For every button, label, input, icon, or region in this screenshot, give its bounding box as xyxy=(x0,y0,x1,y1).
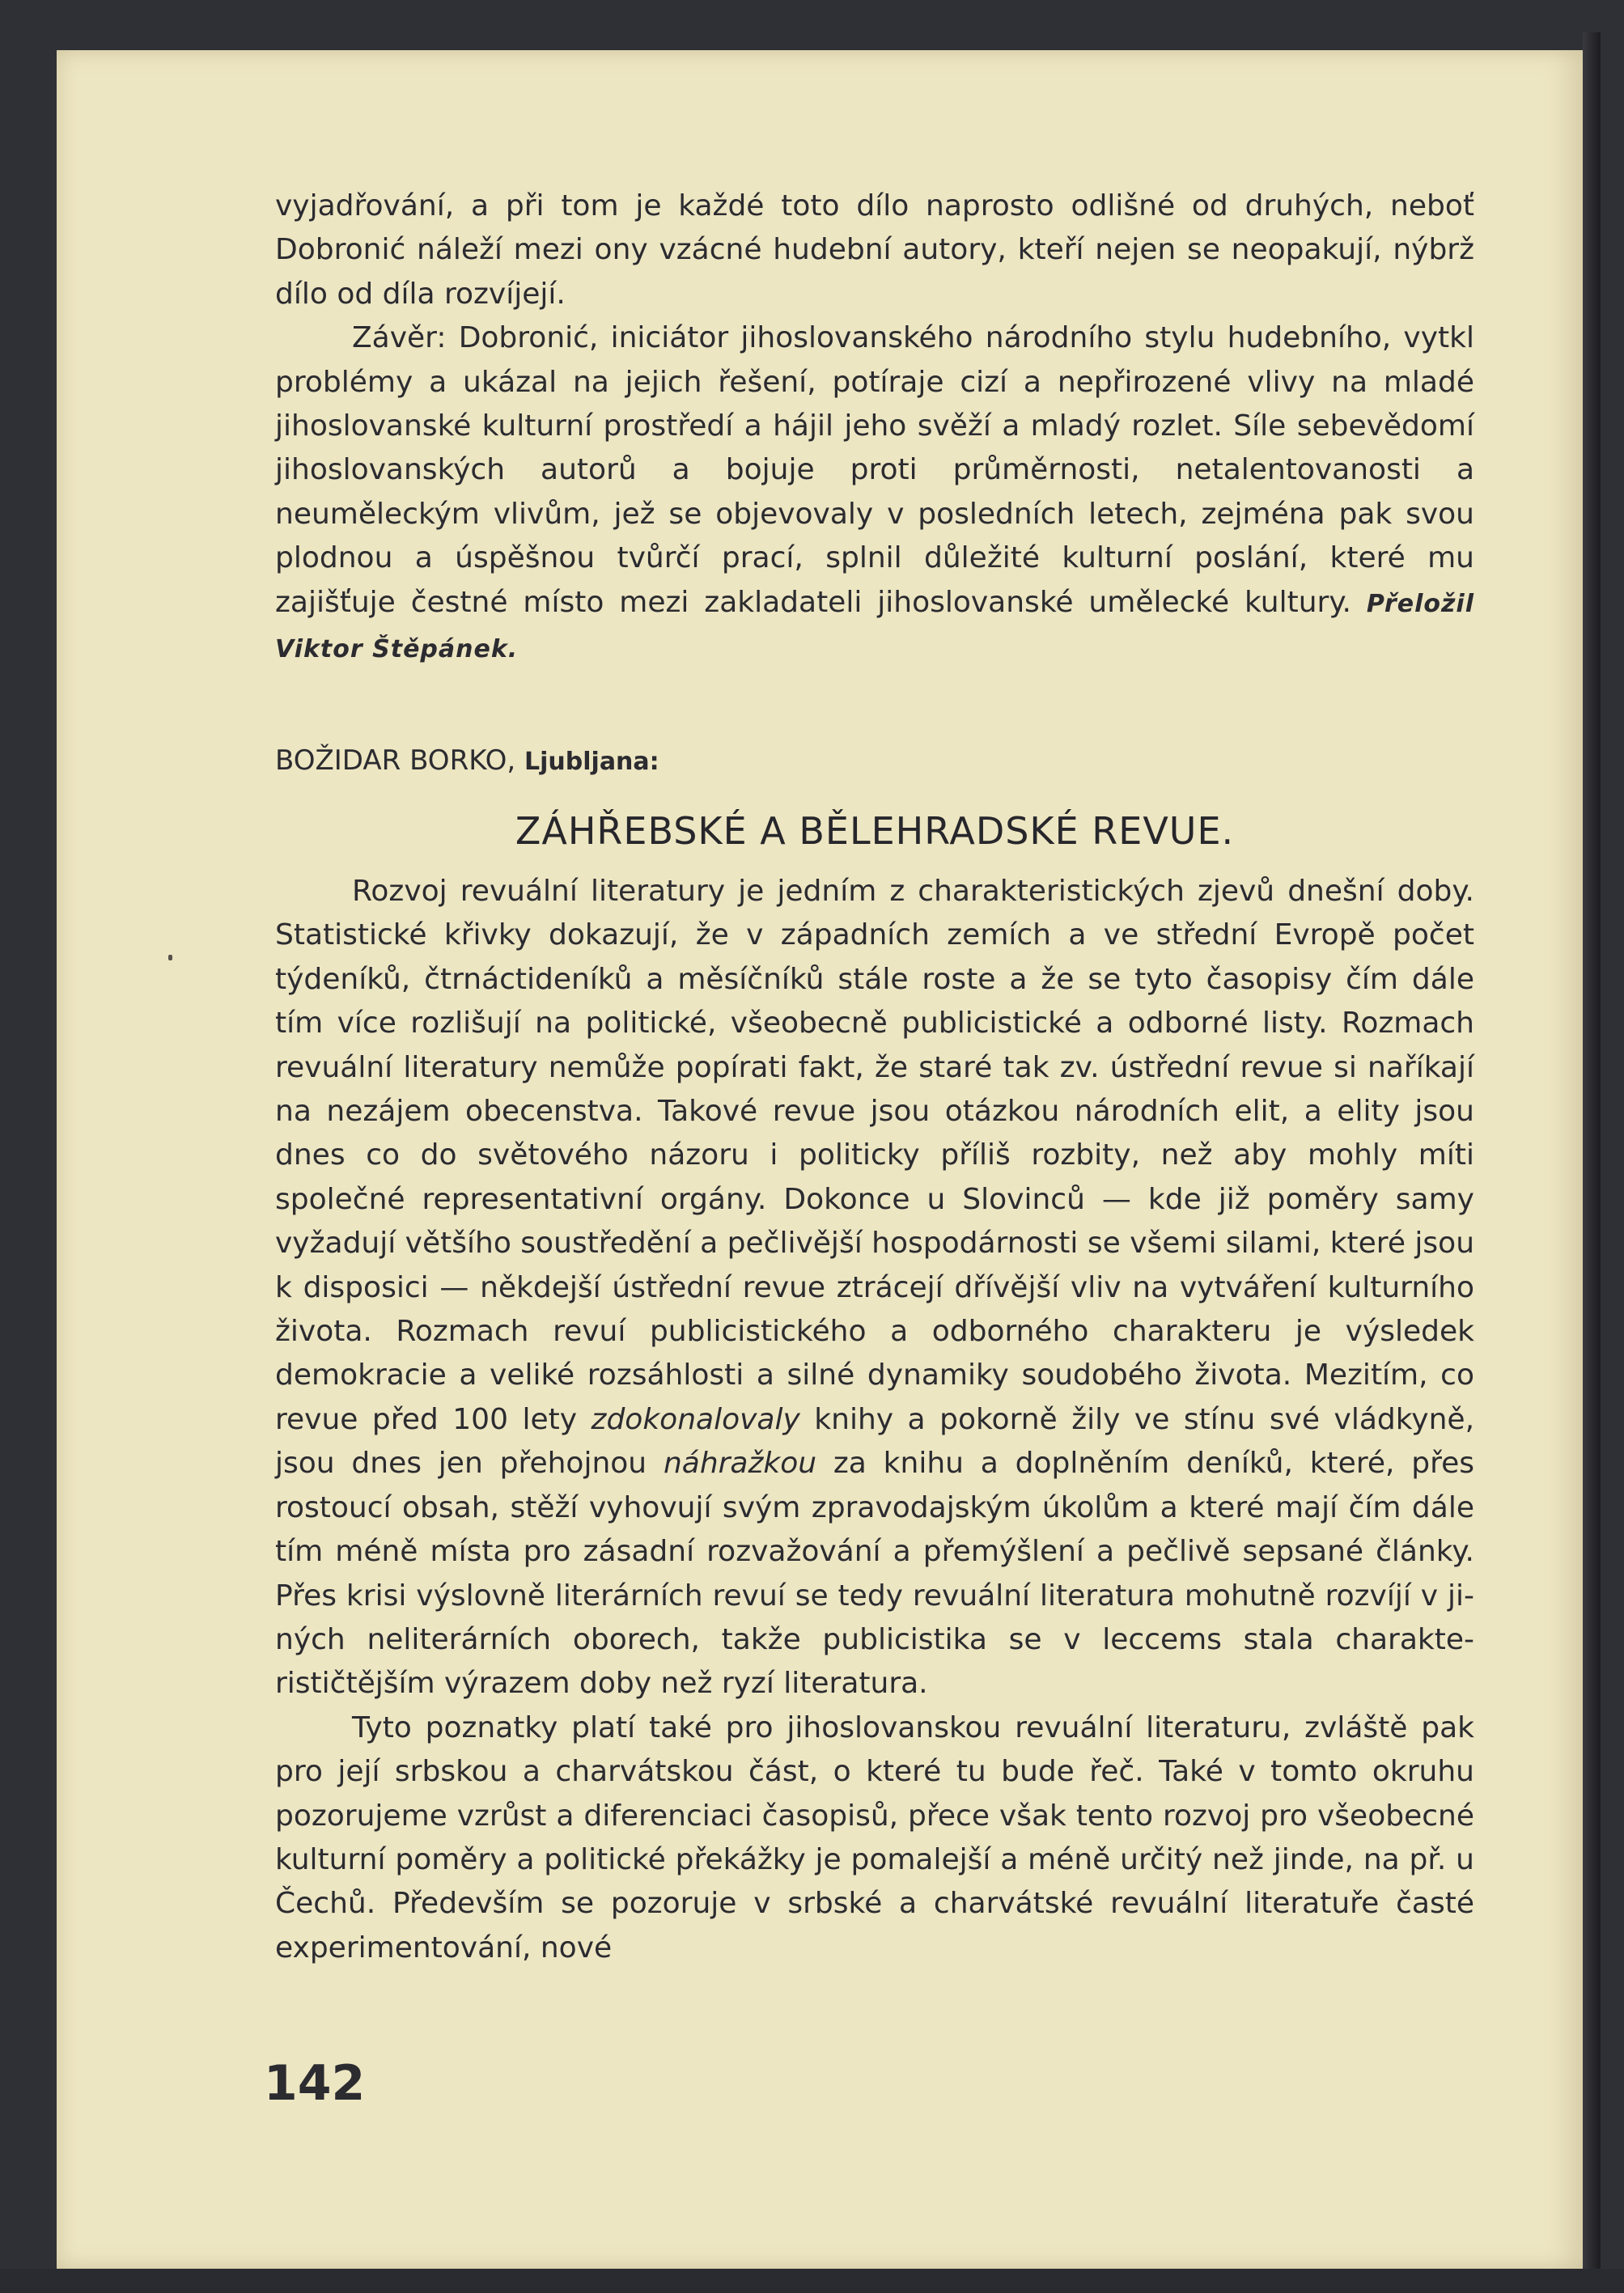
article-body xyxy=(275,870,1474,1970)
italic-emphasis: náhražkou xyxy=(663,1447,817,1481)
author-name: BOŽIDAR BORKO, xyxy=(275,744,516,777)
paragraph-text: knihy a pokorně žily ve stínu své vládkyně, jsou dnes jen přehojnou xyxy=(275,1402,1475,1481)
scan-bottom-strip xyxy=(0,2269,1624,2293)
translator-credit: Přeložil Viktor Štěpánek. xyxy=(275,589,1474,664)
conclusion-text: Závěr: Dobronić, iniciátor jihoslovanského národního stylu hudebního, vytkl problémy a ukázal na jejich řešení, potíraje cizí a nepřirozené vlivy na mladé jihoslovanské kulturní prostředí a hájil jeho svěží a mladý rozlet. Síle sebevědomí jihoslovanských autorů a bojuje proti průměrnosti, netalentovanosti a neuměleckým vlivům, jež se objevovaly v posledních letech, zejména pak svou plodnou a úspěšnou tvůrčí prací, splnil důležité kulturní poslání, které mu zajišťuje čestné místo mezi zakladateli jihoslovanské umělecké kultury. xyxy=(275,321,1474,619)
page-number: 142 xyxy=(264,2055,366,2112)
paragraph-text: Rozvoj revuální literatury je jedním z charakteristických zjevů dnešní doby. Statistické křivky dokazují, že v západních zemích a ve střední Evropě počet týdeníků, čtrnáctideníků a měsíčníků stále roste a že se tyto časopisy čím dále tím více rozlišují na politické, všeobecně publicistické a odborné listy. Rozmach revuální literatury nemůže popírati fakt, že staré tak zv. ústřední revue si naříkají na nezájem obecenstva. Takové revue jsou otázkou národních elit, a elity jsou dnes co do světového názoru i politicky příliš rozbity, než aby mohly míti společné representativní orgány. Dokonce u Slovinců — kde již poměry samy vyžadují většího soustředění a pečlivější hospodárnosti se všemi silami, které jsou k disposici — někdejší ústřední revue ztrácejí dřívější vliv na vytváření kulturního života. Rozmach revuí publicistického a odborného charakteru je výsledek demokracie a veliké rozsáhlosti a silné dynamiky soudobého života. Mezitím, co revue před 100 lety xyxy=(275,875,1475,1436)
previous-article-text xyxy=(275,184,1474,672)
author-city: Ljubljana: xyxy=(524,748,659,776)
paragraph: Tyto poznatky platí také pro jihoslovanskou revuální literaturu, zvláště pak pro její srbskou a charvátskou část, o které tu bude řeč. Také v tomto okruhu pozorujeme vzrůst a diferenciaci časopisů, přece však tento rozvoj pro všeobecné kulturní poměry a politické překážky je pomalejší a méně určitý než jinde, na př. u Čechů. Především se pozoruje v srbské a charvátské revuální literatuře časté experimentování, nové xyxy=(275,1710,1474,1965)
paragraph xyxy=(275,870,1474,1706)
paragraph: vyjadřování, a při tom je každé toto dílo naprosto odlišné od druhých, neboť Dobronić náleží mezi ony vzácné hudební autory, kteří nejen se neopakují, nýbrž dílo od díla rozvíjejí. xyxy=(275,189,1474,311)
italic-emphasis: zdokonalovaly xyxy=(591,1402,800,1436)
article-title: ZÁHŘEBSKÉ A BĚLEHRADSKÉ REVUE. xyxy=(515,809,1235,853)
paragraph xyxy=(275,316,1474,672)
article-author xyxy=(275,744,659,777)
paper-speck xyxy=(168,955,172,960)
page-edge-shadow xyxy=(1583,32,1601,2274)
paragraph-text: za knihu a doplněním deníků, které, přes rostoucí obsah, stěží vyhovují svým zpravodajským úkolům a které mají čím dále tím méně místa pro zásadní rozvažování a přemýšlení a pečlivě sepsané články. Přes krisi výslovně literárních revuí se tedy revuální literatura mohutně rozvíjí v jiných neliterárních oborech, takže publicistika se v leccems stala charakterističtějším výrazem doby než ryzí literatura. xyxy=(275,1447,1475,1701)
